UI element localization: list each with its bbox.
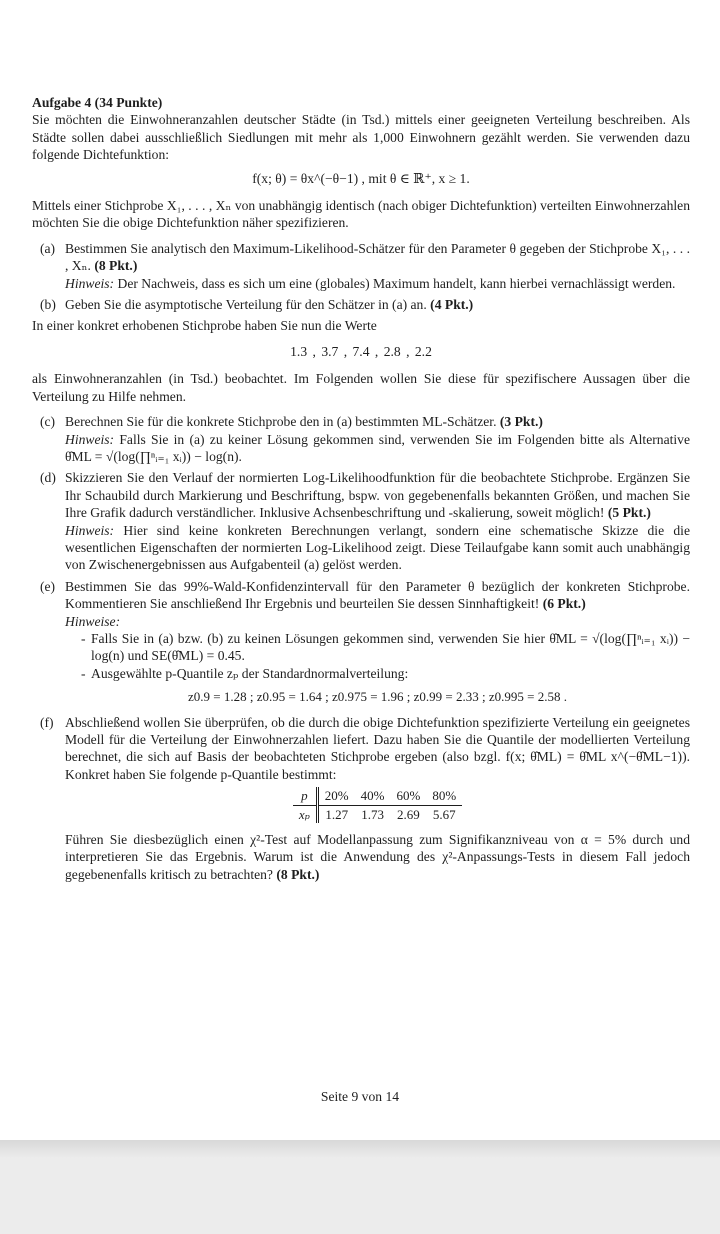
observed-values: 1.3 , 3.7 , 7.4 , 2.8 , 2.2 bbox=[290, 343, 432, 359]
quantile-table-p-label: p bbox=[293, 787, 317, 805]
observed-outro: als Einwohneranzahlen (in Tsd.) beobachtet. Im Folgenden wollen Sie diese für spezifischere Aussagen über die Verteilung zu Hilfe nehmen. bbox=[32, 371, 690, 404]
density-formula: f(x; θ) = θx^(−θ−1) , mit θ ∈ ℝ⁺, x ≥ 1. bbox=[252, 170, 470, 186]
part-c-hint-label: Hinweis: bbox=[65, 431, 115, 447]
part-a-hint-label: Hinweis: bbox=[65, 275, 115, 291]
part-c-text: Berechnen Sie für die konkrete Stichprobe den in (a) bestimmten ML-Schätzer. bbox=[65, 414, 497, 430]
page-shadow bbox=[0, 1140, 720, 1158]
quantile-table-p-cell: 20% bbox=[317, 787, 354, 805]
part-e bbox=[32, 578, 690, 706]
quantile-table bbox=[293, 787, 462, 823]
part-f-points: (8 Pkt.) bbox=[276, 866, 320, 882]
part-c-label: (c) bbox=[40, 414, 56, 430]
part-f bbox=[32, 714, 690, 884]
quantile-table-p-cell: 60% bbox=[390, 787, 426, 805]
part-b-label: (b) bbox=[40, 297, 56, 313]
part-d-text: Skizzieren Sie den Verlauf der normierten Log-Likelihoodfunktion für die beobachtete Stichprobe. Ergänzen Sie Ihr Schaubild durch Markierung und Beschriftung, bspw. von gegebenenfalls bekannten Größen, und machen Sie Ihre Grafik dadurch verständlicher. Inklusive Achsenbeschriftung und -skalierung, soweit möglich! bbox=[65, 470, 690, 521]
part-c bbox=[32, 413, 690, 465]
part-f-label: (f) bbox=[40, 714, 54, 730]
quantile-table-x-cell: 1.73 bbox=[361, 806, 384, 822]
part-d-label: (d) bbox=[40, 470, 56, 486]
normal-quantiles: z0.9 = 1.28 ; z0.95 = 1.64 ; z0.975 = 1.96 ; z0.99 = 2.33 ; z0.995 = 2.58 . bbox=[188, 689, 567, 705]
task-intro: Sie möchten die Einwohneranzahlen deutscher Städte (in Tsd.) mittels einer geeigneten Verteilung beschreiben. Als Städte sollen dabei ausschließlich Siedlungen mit mehr als 1,000 Einwohnern gezählt werden. Sie verwenden dazu folgende Dichtefunktion: bbox=[32, 112, 690, 163]
quantile-table-p-cell: 40% bbox=[355, 787, 391, 805]
quantile-table-x-cell: 2.69 bbox=[397, 806, 420, 822]
quantile-table-x-cell: 5.67 bbox=[432, 806, 456, 822]
part-c-points: (3 Pkt.) bbox=[499, 414, 543, 430]
part-d-hint: Hier sind keine konkreten Berechnungen verlangt, sondern eine schematische Skizze die die wesentlichen Eigenschaften der normierten Log-Likelihood zeigt. Diese Teilaufgabe kann somit auch unabhängig von Zwischenergebnissen aus Aufgabenteil (a) gelöst werden. bbox=[65, 522, 690, 573]
observed-intro: In einer konkret erhobenen Stichprobe haben Sie nun die Werte bbox=[32, 318, 377, 334]
sample-text: Mittels einer Stichprobe X₁, . . . , Xₙ von unabhängig identisch (nach obiger Dichtefunktion) verteilten Einwohnerzahlen möchten Sie die obige Dichtefunktion näher spezifizieren. bbox=[32, 198, 690, 231]
page-number: Seite 9 von 14 bbox=[320, 1089, 400, 1104]
part-a-label: (a) bbox=[40, 240, 56, 256]
quantile-table-x-label: xₚ bbox=[293, 805, 317, 823]
part-e-bullet-1: - Falls Sie in (a) bzw. (b) zu keinen Lösungen gekommen sind, verwenden Sie hier θ̂ML = √(log(∏ⁿᵢ₌₁ xᵢ)) − log(n) und SE(θ̂ML) = 0.45. bbox=[81, 630, 690, 664]
task-heading: Aufgabe 4 (34 Punkte) bbox=[32, 95, 163, 110]
part-d-points: (5 Pkt.) bbox=[607, 505, 651, 521]
part-f-text-2: Führen Sie diesbezüglich einen χ²-Test auf Modellanpassung zum Signifikanzniveau von α = 5% durch und interpretieren Sie das Ergebnis. Warum ist die Anwendung des χ²-Anpassungs-Tests in diesem Fall jedoch gegebenenfalls kritisch zu betrachten? bbox=[65, 832, 690, 882]
part-b-points: (4 Pkt.) bbox=[430, 297, 474, 313]
part-e-text: Bestimmen Sie das 99%-Wald-Konfidenzintervall für den Parameter θ bezüglich der konkreten Stichprobe. Kommentieren Sie anschließend Ihr Ergebnis und beurteilen Sie dessen Sinnhaftigkeit! bbox=[65, 578, 690, 612]
part-a-text: Bestimmen Sie analytisch den Maximum-Likelihood-Schätzer für den Parameter θ gegeben der Stichprobe X₁, . . . , Xₙ. bbox=[65, 240, 690, 274]
part-b-text: Geben Sie die asymptotische Verteilung für den Schätzer in (a) an. bbox=[65, 297, 427, 313]
part-e-bullet-2: - Ausgewählte p-Quantile zₚ der Standardnormalverteilung: bbox=[81, 665, 409, 681]
part-d-hint-label: Hinweis: bbox=[65, 522, 115, 538]
quantile-table-x-row bbox=[293, 805, 462, 823]
quantile-table-x-cell: 1.27 bbox=[325, 806, 349, 822]
part-b bbox=[32, 296, 690, 313]
part-f-text: Abschließend wollen Sie überprüfen, ob die durch die obige Dichtefunktion spezifizierte Verteilung ein geeignetes Modell für die Verteilung der Einwohnerzahlen liefert. Dazu haben Sie die Quantile der modellierten Verteilung berechnet, die sich auf Basis der beobachteten Stichprobe ergeben (also bzgl. f(x; θ̂ML) = θ̂ML x^(−θ̂ML−1)). Konkret haben Sie folgende p-Quantile bestimmt: bbox=[65, 714, 690, 782]
part-e-bullet-1-text: Falls Sie in (a) bzw. (b) zu keinen Lösungen gekommen sind, verwenden Sie hier θ̂ML = √(log(∏ⁿᵢ₌₁ xᵢ)) − log(n) und SE(θ̂ML) = 0.45. bbox=[91, 630, 690, 664]
part-a-points: (8 Pkt.) bbox=[94, 258, 138, 274]
part-d bbox=[32, 469, 690, 573]
part-e-hints-label: Hinweise: bbox=[65, 613, 121, 629]
part-e-bullet-2-text: Ausgewählte p-Quantile zₚ der Standardnormalverteilung: bbox=[91, 665, 409, 681]
page-content bbox=[32, 94, 690, 887]
part-e-label: (e) bbox=[40, 578, 56, 594]
quantile-table-p-row bbox=[293, 787, 462, 805]
part-e-points: (6 Pkt.) bbox=[542, 596, 586, 612]
quantile-table-p-cell: 80% bbox=[426, 787, 462, 805]
part-c-hint: Falls Sie in (a) zu keiner Lösung gekommen sind, verwenden Sie im Folgenden bitte als Alternative θ̂ML = √(log(∏ⁿᵢ₌₁ xᵢ)) − log(n). bbox=[65, 431, 690, 464]
part-a-hint: Der Nachweis, dass es sich um eine (globales) Maximum handelt, kann hierbei vernachlässigt werden. bbox=[117, 275, 676, 291]
part-a bbox=[32, 240, 690, 292]
